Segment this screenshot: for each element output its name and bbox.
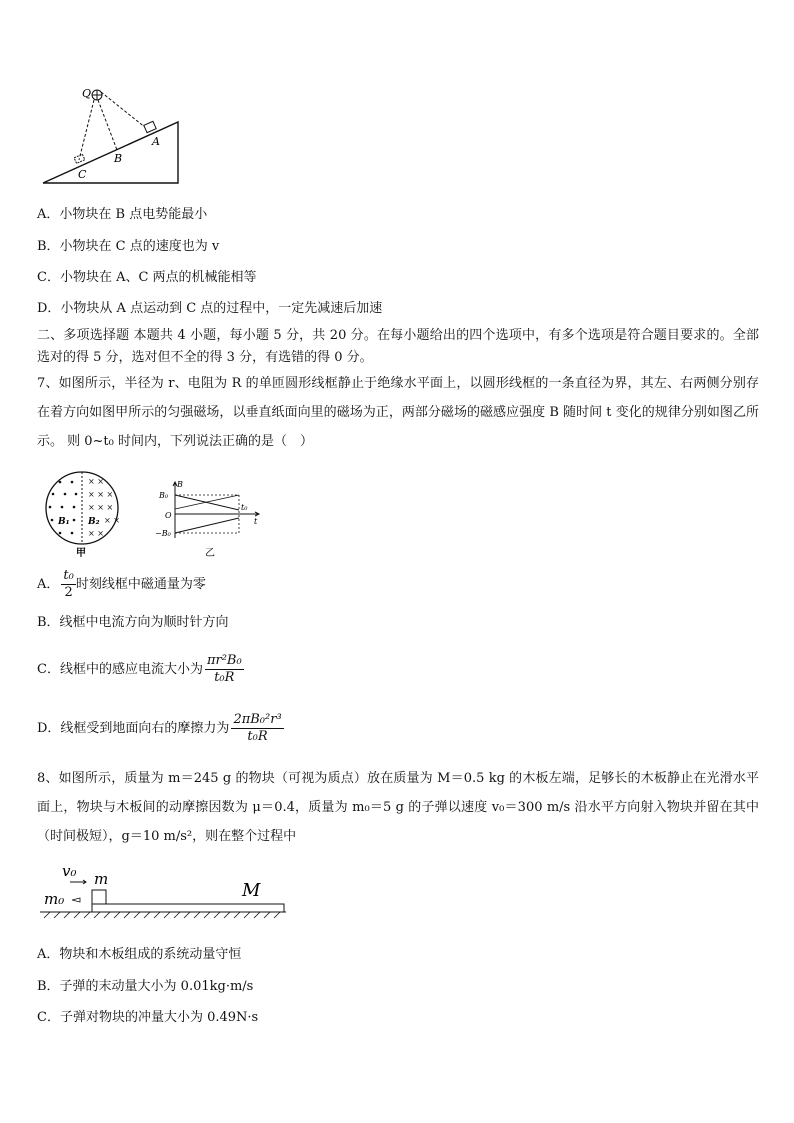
fraction: $\frac{\text{πr²B₀}}{\text{t₀R}}$ <box>206 653 242 685</box>
label-big-m: M <box>242 880 261 901</box>
q8-option-a: A．物块和木板组成的系统动量守恒 <box>37 947 242 962</box>
fraction: $\frac{\text{t₀}}{2}$ <box>63 568 74 600</box>
q8-figure <box>40 862 290 924</box>
label-a: A <box>152 135 160 148</box>
svg-text:× ×: × × <box>104 516 120 525</box>
svg-text:× ×: × × <box>88 477 104 486</box>
label-t: t <box>254 517 258 526</box>
q7-option-a: A． $\frac{\text{t₀}}{2}$ 时刻线框中磁通量为零 <box>37 568 206 600</box>
q7-stem: 7、如图所示，半径为 r、电阻为 R 的单匝圆形线框静止于绝缘水平面上，以圆形线框的一条直径为界，其左、右两侧分别存在着方向如图甲所示的匀强磁场，以垂直纸面向里的磁场为正，两部分磁场的磁感应强度 B 随时间 t 变化的规律分别如图乙所示。 则 0~t₀ 时间内，下列说法正确的是（ ） <box>37 376 759 449</box>
caption-yi: 乙 <box>205 548 215 559</box>
section-2-header: 二、多项选择题 本题共 4 小题，每小题 5 分，共 20 分。在每小题给出的四个选项中，有多个选项是符合题目要求的。全部选对的得 5 分，选对但不全的得 3 分，有选错的得 0 分。 <box>37 328 759 365</box>
q6-option-d: D．小物块从 A 点运动到 C 点的过程中，一定先减速后加速 <box>37 301 383 316</box>
q7-figure-jia <box>40 470 130 560</box>
q7-figure-yi <box>155 478 265 560</box>
q8-option-c: C．子弹对物块的冲量大小为 0.49N·s <box>37 1010 259 1025</box>
svg-text:× × ×: × × × <box>88 503 114 512</box>
q7-option-b: B．线框中电流方向为顺时针方向 <box>37 615 229 630</box>
caption-jia: 甲 <box>76 548 86 559</box>
q6-option-b: B．小物块在 C 点的速度也为 v <box>37 239 220 254</box>
q6-option-a: A．小物块在 B 点电势能最小 <box>37 207 208 222</box>
label-b: B <box>177 480 183 489</box>
incline-figure <box>38 82 183 188</box>
label-neg-b0: −B₀ <box>155 529 171 538</box>
label-t0: t₀ <box>241 503 248 512</box>
label-b0: B₀ <box>159 491 169 500</box>
label-m: m <box>94 870 109 888</box>
label-q: Q <box>82 87 92 100</box>
label-v0: v₀ <box>62 862 77 880</box>
q6-option-c: C．小物块在 A、C 两点的机械能相等 <box>37 270 257 285</box>
label-m0: m₀ <box>44 890 65 908</box>
label-b: B <box>114 152 123 165</box>
svg-text:× ×: × × <box>88 529 104 538</box>
label-b1: B₁ <box>58 517 70 527</box>
label-c: C <box>78 168 87 181</box>
q7-option-c: C．线框中的感应电流大小为 $\frac{\text{πr²B₀}}{\text{t₀R}}$ <box>37 653 242 685</box>
svg-text:× × ×: × × × <box>88 490 114 499</box>
label-b2: B₂ <box>88 517 100 527</box>
q8-option-b: B．子弹的末动量大小为 0.01kg·m/s <box>37 979 254 994</box>
q8-stem: 8、如图所示，质量为 m＝245 g 的物块（可视为质点）放在质量为 M＝0.5 kg 的木板左端，足够长的木板静止在光滑水平面上，物块与木板间的动摩擦因数为 μ＝0.4，质量为 m₀＝5 g 的子弹以速度 v₀＝300 m/s 沿水平方向射入物块并留在其中（时间极短），g＝10 m/s²，则在整个过程中 <box>37 771 759 844</box>
label-o: O <box>165 511 172 520</box>
q7-option-d: D．线框受到地面向右的摩擦力为 $\frac{\text{2πB₀²r³}}{\text{t₀R}}$ <box>37 712 282 744</box>
fraction: $\frac{\text{2πB₀²r³}}{\text{t₀R}}$ <box>233 712 282 744</box>
